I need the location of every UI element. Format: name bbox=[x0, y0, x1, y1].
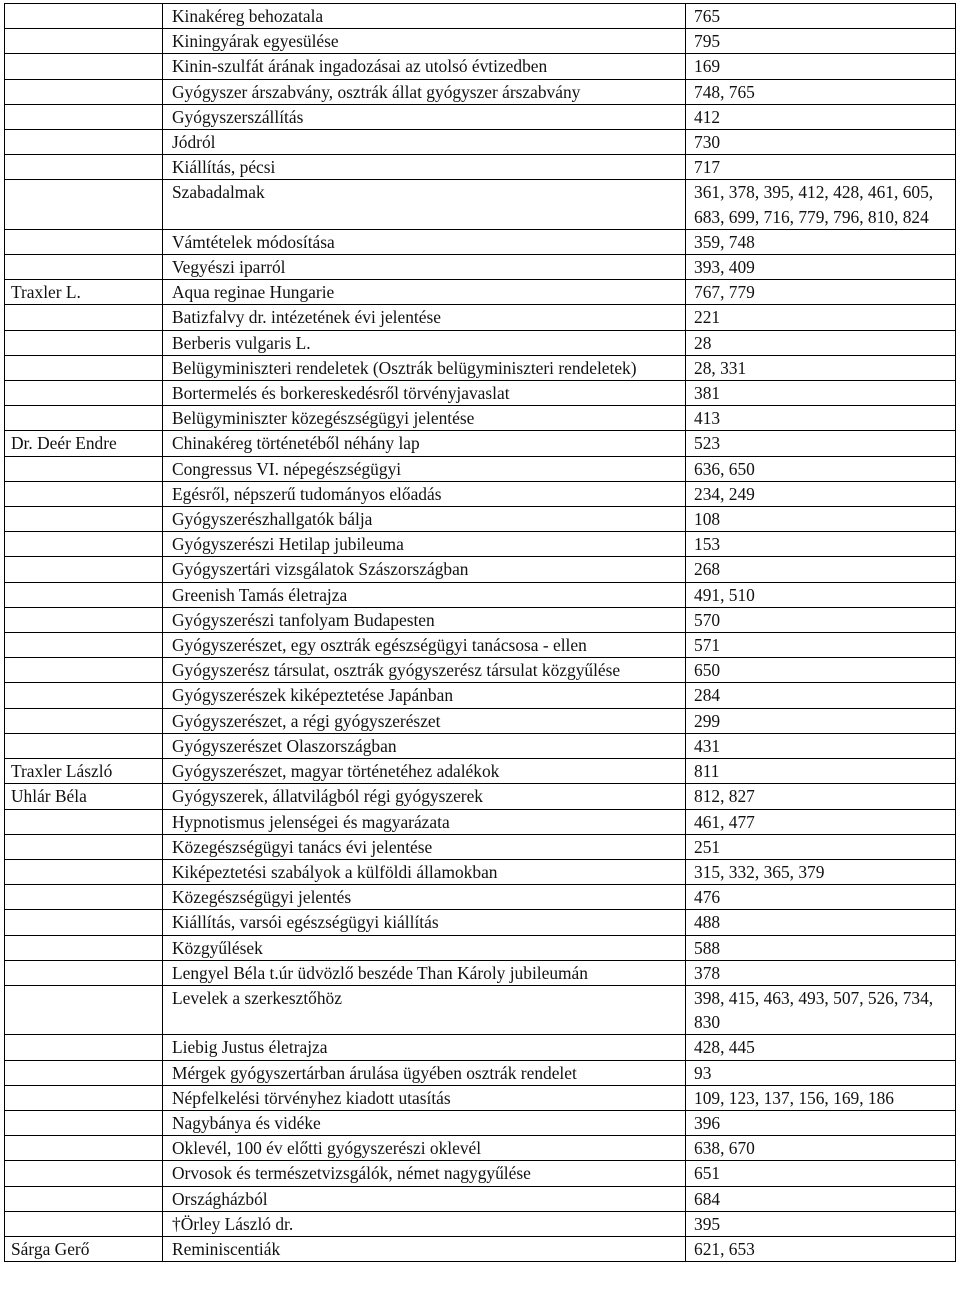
table-row bbox=[5, 104, 956, 129]
pages-cell: 109, 123, 137, 156, 169, 186 bbox=[686, 1085, 956, 1110]
title-cell: Kinin-szulfát árának ingadozásai az utolsó évtizedben bbox=[163, 54, 686, 79]
pages-cell: 251 bbox=[686, 834, 956, 859]
table-row bbox=[5, 885, 956, 910]
author-cell bbox=[5, 960, 163, 985]
pages-cell: 650 bbox=[686, 658, 956, 683]
table-row bbox=[5, 180, 956, 229]
author-cell bbox=[5, 305, 163, 330]
pages-cell: 381 bbox=[686, 381, 956, 406]
table-row bbox=[5, 481, 956, 506]
pages-cell: 811 bbox=[686, 759, 956, 784]
title-cell: Kiállítás, pécsi bbox=[163, 155, 686, 180]
title-cell: Közegészségügyi jelentés bbox=[163, 885, 686, 910]
author-cell: Uhlár Béla bbox=[5, 784, 163, 809]
table-row bbox=[5, 79, 956, 104]
table-row bbox=[5, 1236, 956, 1261]
pages-cell: 284 bbox=[686, 683, 956, 708]
title-cell: Egésről, népszerű tudományos előadás bbox=[163, 481, 686, 506]
title-cell: Kiállítás, varsói egészségügyi kiállítás bbox=[163, 910, 686, 935]
title-cell: Népfelkelési törvényhez kiadott utasítás bbox=[163, 1085, 686, 1110]
pages-cell: 398, 415, 463, 493, 507, 526, 734, 830 bbox=[686, 985, 956, 1034]
title-cell: Aqua reginae Hungarie bbox=[163, 280, 686, 305]
pages-cell: 412 bbox=[686, 104, 956, 129]
pages-cell: 636, 650 bbox=[686, 456, 956, 481]
author-cell: Dr. Deér Endre bbox=[5, 431, 163, 456]
table-row bbox=[5, 834, 956, 859]
pages-cell: 476 bbox=[686, 885, 956, 910]
pages-cell: 268 bbox=[686, 557, 956, 582]
table-row bbox=[5, 733, 956, 758]
table-row bbox=[5, 1085, 956, 1110]
table-row bbox=[5, 1035, 956, 1060]
pages-cell: 588 bbox=[686, 935, 956, 960]
title-cell: Vegyészi iparról bbox=[163, 255, 686, 280]
pages-cell: 684 bbox=[686, 1186, 956, 1211]
author-cell bbox=[5, 507, 163, 532]
table-row bbox=[5, 507, 956, 532]
pages-cell: 488 bbox=[686, 910, 956, 935]
table-row bbox=[5, 1186, 956, 1211]
author-cell bbox=[5, 1085, 163, 1110]
title-cell: Gyógyszerészek kiképeztetése Japánban bbox=[163, 683, 686, 708]
table-row bbox=[5, 1110, 956, 1135]
author-cell bbox=[5, 1136, 163, 1161]
table-row bbox=[5, 255, 956, 280]
pages-cell: 730 bbox=[686, 130, 956, 155]
table-row bbox=[5, 985, 956, 1034]
author-cell bbox=[5, 155, 163, 180]
table-row bbox=[5, 280, 956, 305]
table-row bbox=[5, 229, 956, 254]
author-cell bbox=[5, 859, 163, 884]
table-row bbox=[5, 54, 956, 79]
table-row bbox=[5, 431, 956, 456]
pages-cell: 621, 653 bbox=[686, 1236, 956, 1261]
index-table-sheet bbox=[4, 3, 956, 1262]
author-cell bbox=[5, 708, 163, 733]
title-cell: Gyógyszerészet Olaszországban bbox=[163, 733, 686, 758]
title-cell: Kinakéreg behozatala bbox=[163, 4, 686, 29]
pages-cell: 395 bbox=[686, 1211, 956, 1236]
author-cell bbox=[5, 1060, 163, 1085]
table-row bbox=[5, 1161, 956, 1186]
pages-cell: 93 bbox=[686, 1060, 956, 1085]
author-cell bbox=[5, 1110, 163, 1135]
pages-cell: 359, 748 bbox=[686, 229, 956, 254]
author-cell bbox=[5, 633, 163, 658]
pages-cell: 169 bbox=[686, 54, 956, 79]
title-cell: Orvosok és természetvizsgálók, német nagygyűlése bbox=[163, 1161, 686, 1186]
table-row bbox=[5, 910, 956, 935]
title-cell: Gyógyszerészet, a régi gyógyszerészet bbox=[163, 708, 686, 733]
table-row bbox=[5, 305, 956, 330]
pages-cell: 523 bbox=[686, 431, 956, 456]
author-cell bbox=[5, 229, 163, 254]
title-cell: Levelek a szerkesztőhöz bbox=[163, 985, 686, 1034]
author-cell bbox=[5, 104, 163, 129]
title-cell: Reminiscentiák bbox=[163, 1236, 686, 1261]
author-cell bbox=[5, 683, 163, 708]
author-cell bbox=[5, 910, 163, 935]
table-row bbox=[5, 130, 956, 155]
pages-cell: 570 bbox=[686, 607, 956, 632]
table-row bbox=[5, 683, 956, 708]
pages-cell: 765 bbox=[686, 4, 956, 29]
title-cell: Szabadalmak bbox=[163, 180, 686, 229]
title-cell: Congressus VI. népegészségügyi bbox=[163, 456, 686, 481]
author-cell: Traxler László bbox=[5, 759, 163, 784]
pages-cell: 108 bbox=[686, 507, 956, 532]
title-cell: Nagybánya és vidéke bbox=[163, 1110, 686, 1135]
table-row bbox=[5, 759, 956, 784]
title-cell: Gyógyszerészi tanfolyam Budapesten bbox=[163, 607, 686, 632]
author-cell bbox=[5, 255, 163, 280]
author-cell bbox=[5, 456, 163, 481]
title-cell: Liebig Justus életrajza bbox=[163, 1035, 686, 1060]
table-row bbox=[5, 557, 956, 582]
author-cell bbox=[5, 54, 163, 79]
author-cell bbox=[5, 180, 163, 229]
author-cell bbox=[5, 582, 163, 607]
title-cell: Közegészségügyi tanács évi jelentése bbox=[163, 834, 686, 859]
table-row bbox=[5, 355, 956, 380]
author-cell bbox=[5, 4, 163, 29]
table-row bbox=[5, 960, 956, 985]
title-cell: Bortermelés és borkereskedésről törvényjavaslat bbox=[163, 381, 686, 406]
author-cell bbox=[5, 381, 163, 406]
author-cell: Sárga Gerő bbox=[5, 1236, 163, 1261]
table-row bbox=[5, 1211, 956, 1236]
author-cell bbox=[5, 355, 163, 380]
pages-cell: 221 bbox=[686, 305, 956, 330]
pages-cell: 651 bbox=[686, 1161, 956, 1186]
title-cell: Gyógyszerészet, magyar történetéhez adalékok bbox=[163, 759, 686, 784]
title-cell: Országházból bbox=[163, 1186, 686, 1211]
title-cell: Gyógyszerszállítás bbox=[163, 104, 686, 129]
title-cell: Belügyminiszter közegészségügyi jelentése bbox=[163, 406, 686, 431]
pages-cell: 28 bbox=[686, 330, 956, 355]
title-cell: Kiningyárak egyesülése bbox=[163, 29, 686, 54]
table-row bbox=[5, 935, 956, 960]
table-row bbox=[5, 29, 956, 54]
title-cell: Gyógyszerészi Hetilap jubileuma bbox=[163, 532, 686, 557]
title-cell: Kiképeztetési szabályok a külföldi államokban bbox=[163, 859, 686, 884]
author-cell bbox=[5, 885, 163, 910]
author-cell bbox=[5, 607, 163, 632]
title-cell: Belügyminiszteri rendeletek (Osztrák belügyminiszteri rendeletek) bbox=[163, 355, 686, 380]
pages-cell: 812, 827 bbox=[686, 784, 956, 809]
pages-cell: 361, 378, 395, 412, 428, 461, 605, 683, 699, 716, 779, 796, 810, 824 bbox=[686, 180, 956, 229]
pages-cell: 315, 332, 365, 379 bbox=[686, 859, 956, 884]
title-cell: Közgyűlések bbox=[163, 935, 686, 960]
pages-cell: 234, 249 bbox=[686, 481, 956, 506]
table-row bbox=[5, 155, 956, 180]
table-row bbox=[5, 406, 956, 431]
index-table-body bbox=[5, 4, 956, 1262]
pages-cell: 748, 765 bbox=[686, 79, 956, 104]
title-cell: Gyógyszerek, állatvilágból régi gyógyszerek bbox=[163, 784, 686, 809]
table-row bbox=[5, 1060, 956, 1085]
title-cell: Gyógyszerészhallgatók bálja bbox=[163, 507, 686, 532]
title-cell: Gyógyszer árszabvány, osztrák állat gyógyszer árszabvány bbox=[163, 79, 686, 104]
title-cell: Lengyel Béla t.úr üdvözlő beszéde Than Károly jubileumán bbox=[163, 960, 686, 985]
table-row bbox=[5, 658, 956, 683]
pages-cell: 393, 409 bbox=[686, 255, 956, 280]
title-cell: Greenish Tamás életrajza bbox=[163, 582, 686, 607]
table-row bbox=[5, 708, 956, 733]
pages-cell: 431 bbox=[686, 733, 956, 758]
author-cell: Traxler L. bbox=[5, 280, 163, 305]
title-cell: Jódról bbox=[163, 130, 686, 155]
index-table bbox=[4, 3, 956, 1262]
table-row bbox=[5, 1136, 956, 1161]
title-cell: Gyógyszerész társulat, osztrák gyógyszerész társulat közgyűlése bbox=[163, 658, 686, 683]
title-cell: Vámtételek módosítása bbox=[163, 229, 686, 254]
author-cell bbox=[5, 1186, 163, 1211]
pages-cell: 28, 331 bbox=[686, 355, 956, 380]
author-cell bbox=[5, 557, 163, 582]
pages-cell: 795 bbox=[686, 29, 956, 54]
title-cell: Oklevél, 100 év előtti gyógyszerészi oklevél bbox=[163, 1136, 686, 1161]
table-row bbox=[5, 456, 956, 481]
pages-cell: 717 bbox=[686, 155, 956, 180]
author-cell bbox=[5, 834, 163, 859]
pages-cell: 378 bbox=[686, 960, 956, 985]
author-cell bbox=[5, 29, 163, 54]
table-row bbox=[5, 607, 956, 632]
table-row bbox=[5, 859, 956, 884]
pages-cell: 767, 779 bbox=[686, 280, 956, 305]
pages-cell: 638, 670 bbox=[686, 1136, 956, 1161]
author-cell bbox=[5, 532, 163, 557]
author-cell bbox=[5, 79, 163, 104]
author-cell bbox=[5, 733, 163, 758]
title-cell: Gyógyszerészet, egy osztrák egészségügyi tanácsosa - ellen bbox=[163, 633, 686, 658]
author-cell bbox=[5, 481, 163, 506]
pages-cell: 461, 477 bbox=[686, 809, 956, 834]
table-row bbox=[5, 809, 956, 834]
pages-cell: 413 bbox=[686, 406, 956, 431]
author-cell bbox=[5, 935, 163, 960]
title-cell: Berberis vulgaris L. bbox=[163, 330, 686, 355]
table-row bbox=[5, 633, 956, 658]
title-cell: Batizfalvy dr. intézetének évi jelentése bbox=[163, 305, 686, 330]
title-cell: Chinakéreg történetéből néhány lap bbox=[163, 431, 686, 456]
author-cell bbox=[5, 658, 163, 683]
author-cell bbox=[5, 130, 163, 155]
pages-cell: 153 bbox=[686, 532, 956, 557]
pages-cell: 428, 445 bbox=[686, 1035, 956, 1060]
author-cell bbox=[5, 1211, 163, 1236]
pages-cell: 396 bbox=[686, 1110, 956, 1135]
author-cell bbox=[5, 1035, 163, 1060]
author-cell bbox=[5, 330, 163, 355]
table-row bbox=[5, 582, 956, 607]
author-cell bbox=[5, 809, 163, 834]
table-row bbox=[5, 4, 956, 29]
pages-cell: 299 bbox=[686, 708, 956, 733]
title-cell: Hypnotismus jelenségei és magyarázata bbox=[163, 809, 686, 834]
pages-cell: 571 bbox=[686, 633, 956, 658]
table-row bbox=[5, 330, 956, 355]
author-cell bbox=[5, 1161, 163, 1186]
title-cell: Mérgek gyógyszertárban árulása ügyében osztrák rendelet bbox=[163, 1060, 686, 1085]
author-cell bbox=[5, 406, 163, 431]
pages-cell: 491, 510 bbox=[686, 582, 956, 607]
title-cell: Gyógyszertári vizsgálatok Szászországban bbox=[163, 557, 686, 582]
table-row bbox=[5, 784, 956, 809]
table-row bbox=[5, 381, 956, 406]
title-cell: †Örley László dr. bbox=[163, 1211, 686, 1236]
author-cell bbox=[5, 985, 163, 1034]
table-row bbox=[5, 532, 956, 557]
